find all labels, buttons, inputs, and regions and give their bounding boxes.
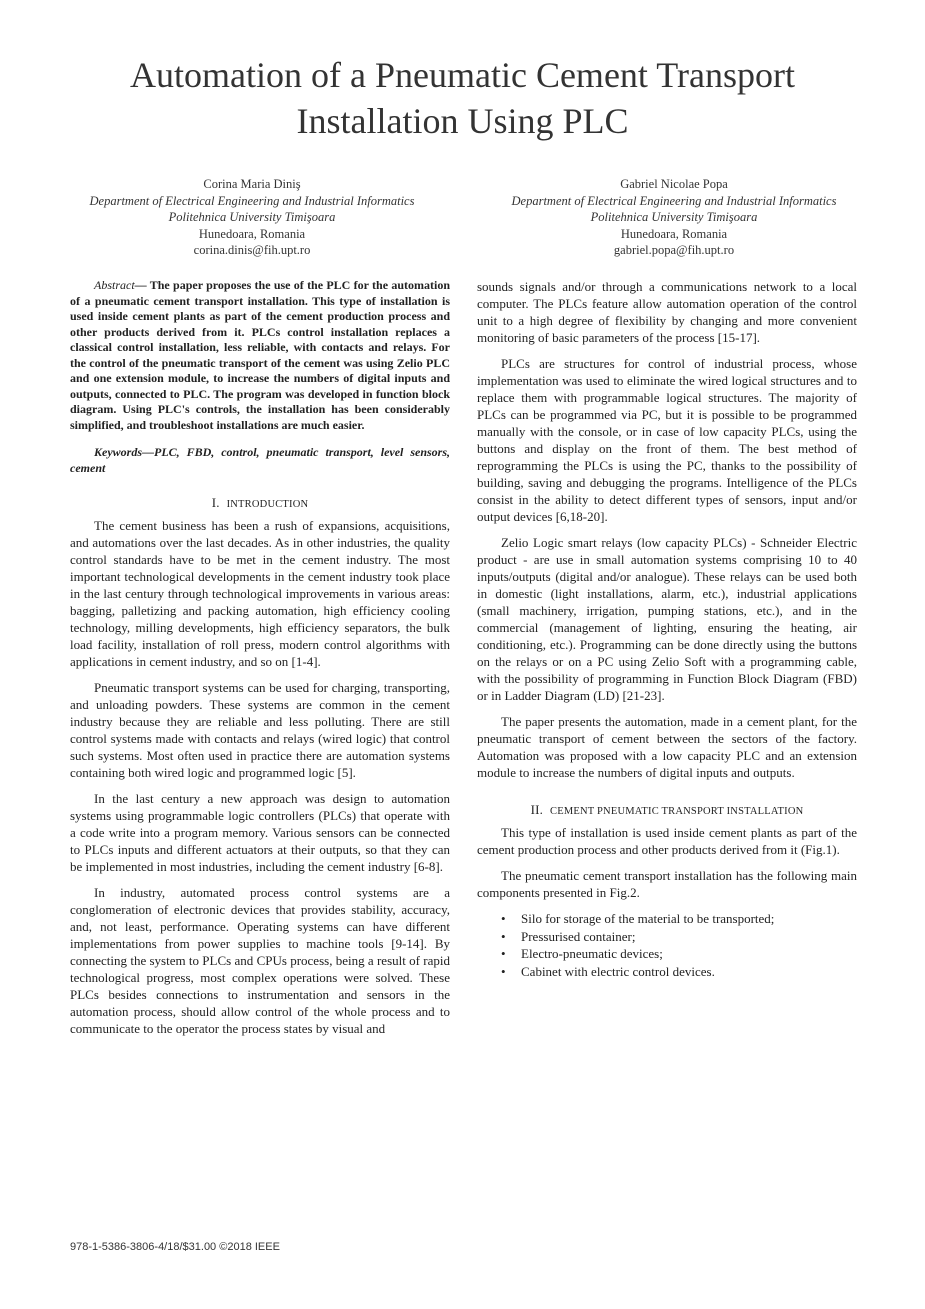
- author-name: Corina Maria Diniş: [203, 177, 301, 191]
- title-line-1: Automation of a Pneumatic Cement Transport: [130, 55, 795, 95]
- author-block-1: [42, 176, 462, 259]
- section-title: INTRODUCTION: [226, 499, 309, 510]
- author-city: Hunedoara, Romania: [198, 226, 306, 241]
- list-item: • Cabinet with electric control devices.: [521, 963, 857, 981]
- section-heading-installation: [477, 801, 857, 820]
- section-title: CEMENT PNEUMATIC TRANSPORT INSTALLATION: [550, 806, 804, 817]
- list-item: • Pressurised container;: [521, 928, 857, 946]
- abstract-text: — The paper proposes the use of the PLC for the automation of a pneumatic cement transport installation. This type of installation is used inside cement plants as part of the cement production process and other products derived from it. PLCs control installation replaces a classical control installation, less reliable, with contacts and relays. For the control of the pneumatic transport of the cement was using Zelio PLC and one extension module, to increase the numbers of digital inputs and outputs, connected to PLC. The program was developed in function block diagram. Using PLC's controls, the installation has been considerably simplified, and troubleshoot installations are much easier.: [70, 278, 450, 432]
- body-paragraph: PLCs are structures for control of industrial process, whose implementation was used to eliminate the wired logical structures and to replace them with programmable logical structures. The majority of PLCs can be programmed via PC, but it is possible to be programmed manually with the console, or in case of low capacity PLCs, using the buttons and display on the front of them. The best method of reprogramming the PLCs is using the PC, thanks to the possibility of building, saving and debugging the programs. Intelligence of the PLCs consist in the ability to detect different types of sensors, input and/or output devices [6,18-20].: [477, 356, 857, 524]
- component-list: [477, 910, 857, 980]
- paper-title: [60, 52, 865, 144]
- title-line-2: Installation Using PLC: [296, 101, 629, 141]
- author-city: Hunedoara, Romania: [620, 226, 728, 241]
- abstract: [70, 278, 450, 433]
- list-item: • Silo for storage of the material to be transported;: [521, 910, 857, 928]
- body-paragraph: sounds signals and/or through a communications network to a local computer. The PLCs feature allow automation operation of the control unit to a high degree of flexibility by changing and more convenient monitoring of basic parameters of the process [15-17].: [477, 279, 857, 345]
- author-department: Department of Electrical Engineering and Industrial Informatics: [89, 193, 415, 208]
- body-paragraph: This type of installation is used inside cement plants as part of the cement production process and other products derived from it (Fig.1).: [477, 825, 857, 857]
- copyright-footer: 978-1-5386-3806-4/18/$31.00 ©2018 IEEE: [70, 1241, 280, 1253]
- author-university: Politehnica University Timişoara: [590, 210, 758, 224]
- body-paragraph: Pneumatic transport systems can be used for charging, transporting, and unloading powders. These systems are common in the cement industry because they are reliable and less polluting. There are still control systems made with contacts and relays (wired logic) that control such systems. Most often used in practice there are automation systems containing both wired logic and programmed logic [5].: [70, 680, 450, 780]
- author-block-2: [464, 176, 884, 259]
- right-column: [477, 278, 857, 980]
- author-email[interactable]: gabriel.popa@fih.upt.ro: [613, 243, 735, 257]
- section-heading-introduction: [70, 494, 450, 513]
- author-name: Gabriel Nicolae Popa: [620, 177, 728, 191]
- body-paragraph: The paper presents the automation, made in a cement plant, for the pneumatic transport of cement between the sectors of the factory. Automation was proposed with a low capacity PLC and an extension module to increase the numbers of digital inputs and outputs.: [477, 714, 857, 780]
- list-item: • Electro-pneumatic devices;: [521, 945, 857, 963]
- section-number: I.: [211, 495, 220, 510]
- keywords: Keywords—PLC, FBD, control, pneumatic transport, level sensors, cement: [70, 445, 450, 475]
- author-university: Politehnica University Timişoara: [168, 210, 336, 224]
- left-column: [70, 278, 450, 1046]
- abstract-label: Abstract: [94, 278, 135, 292]
- body-paragraph: In the last century a new approach was design to automation systems using programmable logic controllers (PLCs) that operate with a code write into a program memory. Various sensors can be connected to PLCs inputs and different actuators at their outputs, so that they can be implemented in most industries, including the cement industry [6-8].: [70, 791, 450, 874]
- author-department: Department of Electrical Engineering and Industrial Informatics: [511, 193, 837, 208]
- body-paragraph: In industry, automated process control systems are a conglomeration of electronic devices that provides stability, accuracy, and, not least, performance. Operating systems can have different implementations from power supplies to machine tools [9-14]. By connecting the system to PLCs and CPUs process, being a result of rapid technological progress, most complex operations were solved. These PLCs besides connections to instrumentation and sensors in the automation process, should allow control of the whole process and to communicate to the operator the process states by visual and: [70, 885, 450, 1036]
- body-paragraph: The pneumatic cement transport installation has the following main components presented in Fig.2.: [477, 868, 857, 900]
- author-email[interactable]: corina.dinis@fih.upt.ro: [193, 243, 311, 257]
- body-paragraph: The cement business has been a rush of expansions, acquisitions, and automations over the last decades. As in other industries, the quality control standards have to be met in the cement industry. The most important technological developments in the cement industry took place in the last century through technological improvements in various areas: bagging, palletizing and packing automation, high efficiency cooling technology, milling developments, high efficiency separators, the bulk load facility, installation of roll press, modern control algorithms with applications in cement industry, and so on [1-4].: [70, 518, 450, 669]
- body-paragraph: Zelio Logic smart relays (low capacity PLCs) - Schneider Electric product - are use in small automation systems comprising 10 to 40 inputs/outputs (digital and/or analogue). These relays can be used both in domestic (light installations, alarm, etc.), industrial applications (small machinery, irrigation, pumping stations, etc.), and in the commercial (management of lighting, ensuring the heating, air conditioning, etc.). Programming can be done directly using the buttons on the relays or on a PC using Zelio Soft with a programming cable, with the possibility of programming in Function Block Diagram (FBD) or in Ladder Diagram (LD) [21-23].: [477, 535, 857, 703]
- section-number: II.: [530, 802, 544, 817]
